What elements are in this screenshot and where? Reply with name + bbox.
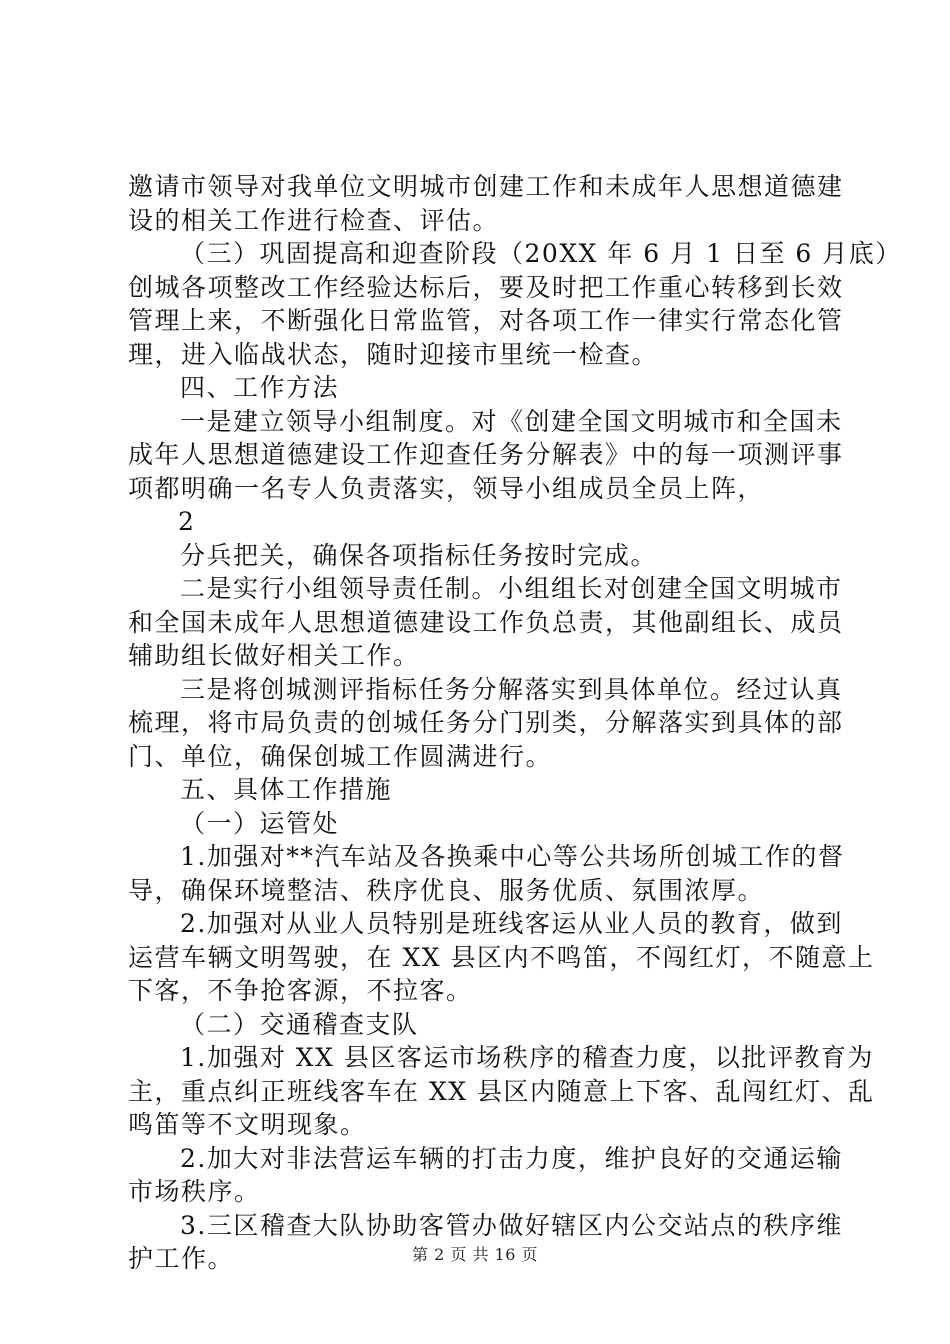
section-heading: 四、工作方法 (180, 373, 340, 402)
text-line: 导，确保环境整洁、秩序优良、服务优质、氛围浓厚。 (128, 875, 765, 905)
text-line: 分兵把关，确保各项指标任务按时完成。 (180, 540, 658, 570)
text-line: 主，重点纠正班线客车在 XX 县区内随意上下客、乱闯红灯、乱 (128, 1076, 875, 1106)
page-marker: 2 (178, 507, 196, 536)
text-line: 梳理，将市局负责的创城任务分门别类，分解落实到具体的部 (128, 708, 844, 737)
paragraph-start: 1.加强对**汽车站及各换乘中心等公共场所创城工作的督 (180, 842, 845, 871)
paragraph-start: 2.加强对从业人员特别是班线客运从业人员的教育，做到 (180, 909, 843, 938)
paragraph-start: 1.加强对 XX 县区客运市场秩序的稽查力度，以批评教育为 (180, 1043, 874, 1072)
paragraph-start: 一是建立领导小组制度。对《创建全国文明城市和全国未 (180, 406, 843, 436)
text-line: 创城各项整改工作经验达标后，要及时把工作重心转移到长效 (128, 272, 844, 302)
paragraph-start: 2.加大对非法营运车辆的打击力度，维护良好的交通运输 (180, 1143, 843, 1173)
paragraph-start: 3.三区稽查大队协助客管办做好辖区内公交站点的秩序维 (180, 1210, 843, 1240)
text-line: 门、单位，确保创城工作圆满进行。 (128, 741, 553, 771)
text-line: 设的相关工作进行检查、评估。 (128, 205, 500, 235)
paragraph-start: 三是将创城测评指标任务分解落实到具体单位。经过认真 (180, 674, 843, 704)
text-line: 邀请市领导对我单位文明城市创建工作和未成年人思想道德建 (128, 172, 844, 201)
text-line: 理，进入临战状态，随时迎接市里统一检查。 (128, 339, 659, 369)
paragraph-start: 二是实行小组领导责任制。小组组长对创建全国文明城市 (180, 574, 843, 603)
text-line: 成年人思想道德建设工作迎查任务分解表》中的每一项测评事 (128, 440, 844, 469)
text-line: 护工作。 (128, 1244, 235, 1273)
text-line: 鸣笛等不文明现象。 (128, 1110, 367, 1139)
page-footer: 第 2 页 共 16 页 (412, 1245, 538, 1264)
text-line: 和全国未成年人思想道德建设工作负总责，其他副组长、成员 (128, 607, 844, 637)
text-line: 市场秩序。 (128, 1177, 261, 1206)
section-heading: 五、具体工作措施 (180, 775, 393, 804)
subsection-heading: （一）运管处 (180, 808, 340, 838)
text-line: 辅助组长做好相关工作。 (128, 641, 420, 670)
text-line: 管理上来，不断强化日常监管，对各项工作一律实行常态化管 (128, 306, 844, 335)
section-heading: （三）巩固提高和迎查阶段（20XX 年 6 月 1 日至 6 月底） (180, 239, 902, 268)
document-body (128, 170, 902, 1276)
text-line: 下客，不争抢客源，不拉客。 (128, 976, 473, 1005)
text-line: 项都明确一名专人负责落实，领导小组成员全员上阵， (128, 473, 765, 503)
subsection-heading: （二）交通稽查支队 (180, 1009, 419, 1039)
text-line: 运营车辆文明驾驶，在 XX 县区内不鸣笛，不闯红灯，不随意上 (128, 942, 875, 972)
